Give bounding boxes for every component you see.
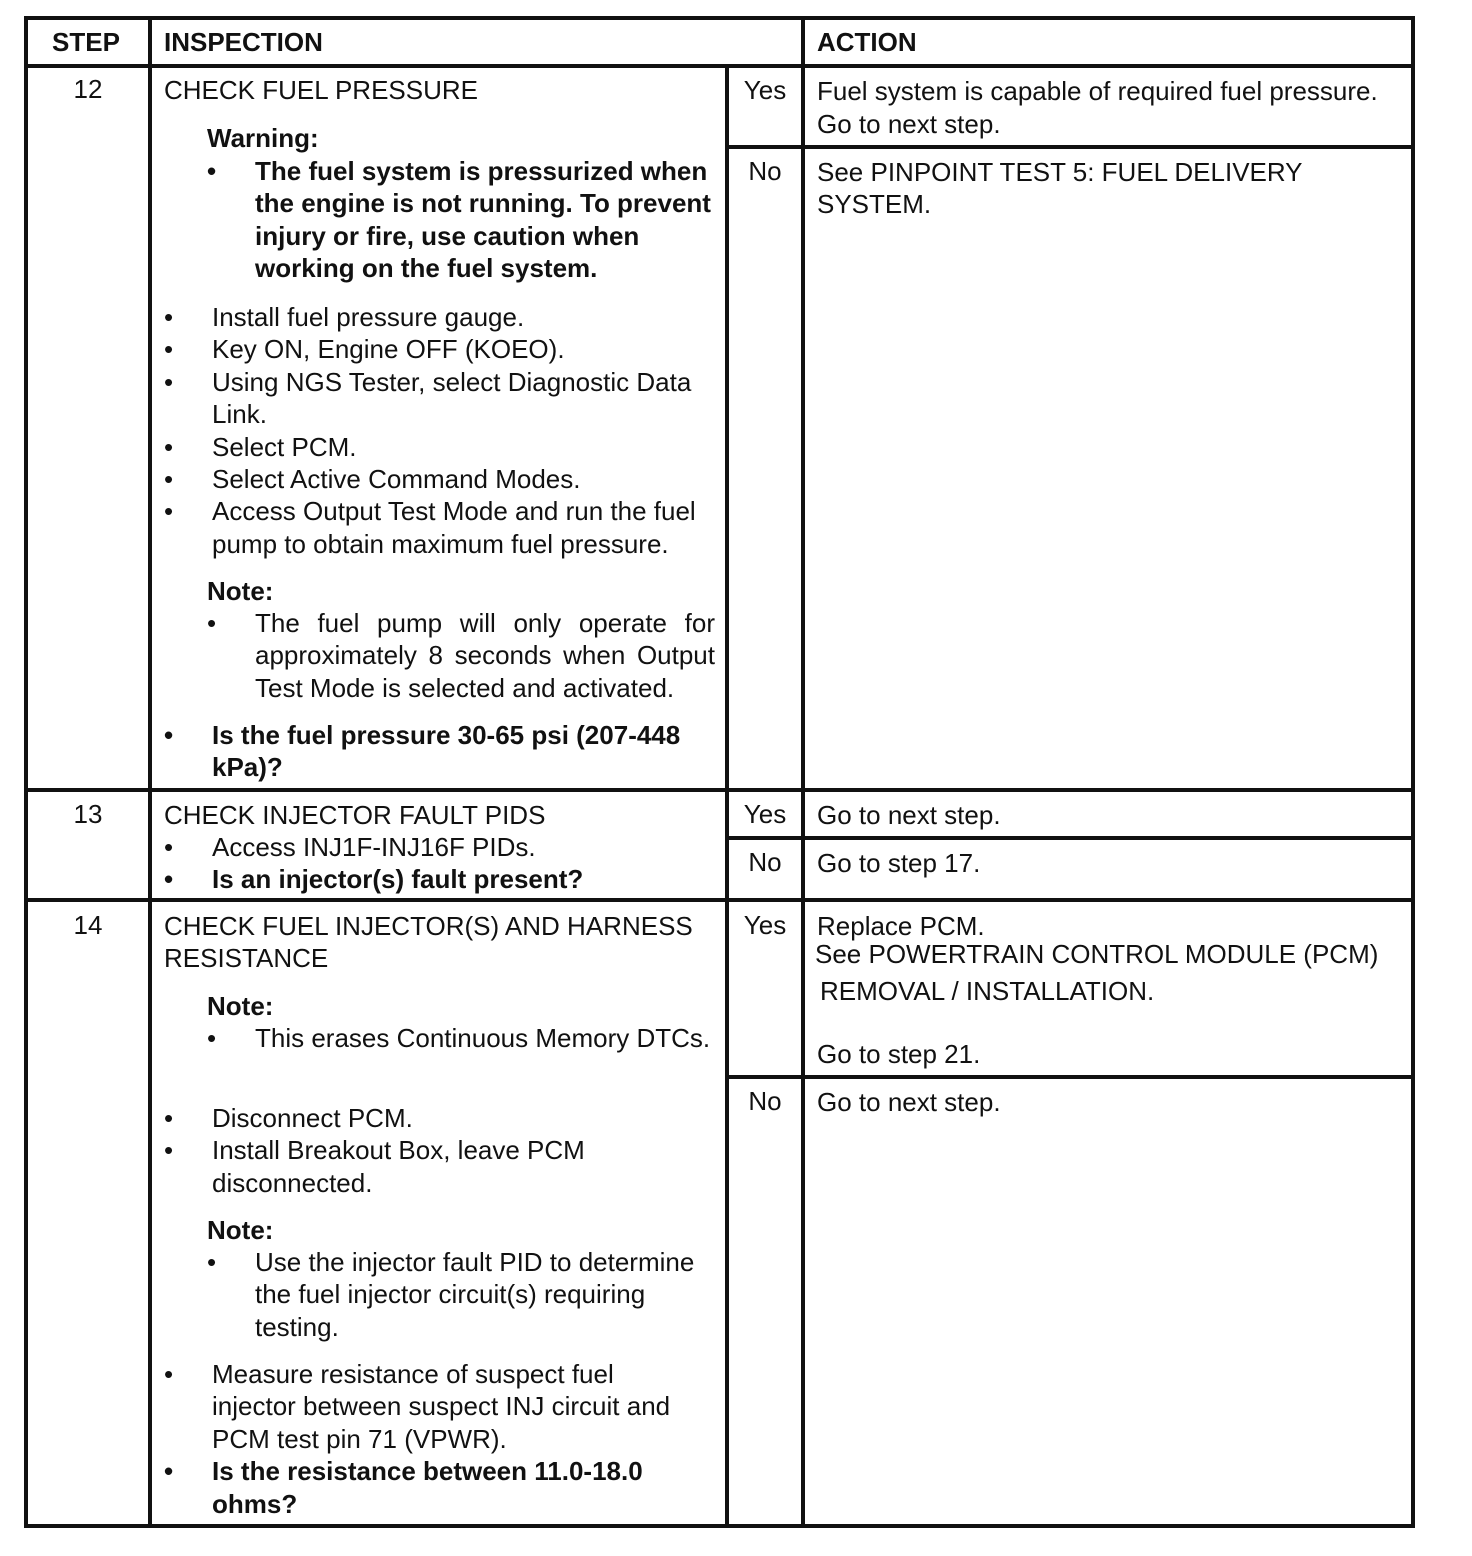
- no-action-line: SYSTEM.: [817, 189, 932, 219]
- note-list: [207, 1022, 715, 1054]
- step-number: 12: [73, 74, 103, 104]
- list-item: • Access INJ1F-INJ16F PIDs.: [164, 831, 720, 863]
- yes-no-rule-12: [727, 145, 1415, 149]
- yes-action-line: Go to next step.: [817, 109, 1001, 139]
- no-action: Go to step 17.: [817, 848, 981, 878]
- list-item: • Install fuel pressure gauge.: [164, 301, 720, 333]
- header-rule: [24, 64, 1415, 68]
- step-title: CHECK FUEL PRESSURE: [164, 75, 478, 105]
- note-text: • Use the injector fault PID to determine the fuel injector circuit(s) requiring testing.: [207, 1246, 715, 1343]
- frame-top: [24, 16, 1415, 20]
- yes-action: Go to next step.: [817, 800, 1001, 830]
- warning-label: Warning:: [207, 123, 319, 153]
- list-item: • Disconnect PCM.: [164, 1102, 634, 1134]
- procedure-list: [164, 831, 720, 896]
- yes-label: Yes: [743, 799, 787, 829]
- procedure-list: [164, 1102, 634, 1199]
- note-list: [207, 1246, 715, 1343]
- step-title: CHECK FUEL INJECTOR(S) AND HARNESS RESISTANCE: [164, 911, 693, 974]
- no-label: No: [748, 847, 782, 877]
- note-text: • This erases Continuous Memory DTCs.: [207, 1022, 715, 1054]
- list-item: • Select Active Command Modes.: [164, 463, 720, 495]
- procedure-list: [164, 301, 720, 560]
- question-list: [164, 719, 714, 784]
- no-action-line: See PINPOINT TEST 5: FUEL DELIVERY: [817, 157, 1303, 187]
- step-title: CHECK INJECTOR FAULT PIDS: [164, 800, 546, 830]
- step-number: 14: [73, 910, 103, 940]
- list-item: • Key ON, Engine OFF (KOEO).: [164, 333, 720, 365]
- yes-label: Yes: [743, 910, 787, 940]
- frame-bottom: [24, 1524, 1415, 1528]
- yes-action-line: See POWERTRAIN CONTROL MODULE (PCM): [815, 939, 1379, 969]
- note-label: Note:: [207, 576, 274, 606]
- list-item: • Select PCM.: [164, 431, 720, 463]
- no-action: Go to next step.: [817, 1087, 1001, 1117]
- list-item: • Install Breakout Box, leave PCM disconnected.: [164, 1134, 634, 1199]
- yes-no-rule-13: [727, 836, 1415, 840]
- procedure-list: [164, 1358, 704, 1520]
- header-action: ACTION: [817, 27, 917, 57]
- warning-list: [207, 155, 717, 285]
- yes-action-line: Fuel system is capable of required fuel pressure.: [817, 76, 1378, 106]
- note-label: Note:: [207, 991, 274, 1021]
- col-action-line: [801, 16, 805, 1528]
- yes-action-line: REMOVAL / INSTALLATION.: [820, 976, 1155, 1006]
- frame-right: [1411, 16, 1415, 1528]
- yes-label: Yes: [743, 75, 787, 105]
- step-number: 13: [73, 799, 103, 829]
- question-text: • Is the fuel pressure 30-65 psi (207-448 kPa)?: [164, 719, 714, 784]
- no-label: No: [748, 1086, 782, 1116]
- question-text: • Is the resistance between 11.0-18.0 ohms?: [164, 1455, 704, 1520]
- frame-left: [24, 16, 28, 1528]
- note-list: [207, 607, 715, 704]
- yes-action-line: Replace PCM.: [817, 911, 985, 941]
- warning-text: • The fuel system is pressurized when the engine is not running. To prevent injury or fire, use caution when working on the fuel system.: [207, 155, 717, 285]
- header-step: STEP: [52, 27, 120, 57]
- list-item: • Measure resistance of suspect fuel injector between suspect INJ circuit and PCM test pin 71 (VPWR).: [164, 1358, 704, 1455]
- col-step-line: [148, 16, 152, 1528]
- list-item: • Access Output Test Mode and run the fuel pump to obtain maximum fuel pressure.: [164, 495, 720, 560]
- question-text: • Is an injector(s) fault present?: [164, 863, 720, 895]
- row-rule-12-13: [24, 788, 1415, 792]
- yes-action-line: Go to step 21.: [817, 1039, 981, 1069]
- no-label: No: [748, 156, 782, 186]
- note-label: Note:: [207, 1215, 274, 1245]
- row-rule-13-14: [24, 898, 1415, 902]
- header-inspection: INSPECTION: [164, 27, 323, 57]
- col-yesno-line: [725, 66, 729, 1528]
- note-text: • The fuel pump will only operate for approximately 8 seconds when Output Test Mode is selected and activated.: [207, 607, 715, 704]
- list-item: • Using NGS Tester, select Diagnostic Data Link.: [164, 366, 720, 431]
- yes-no-rule-14: [727, 1075, 1415, 1079]
